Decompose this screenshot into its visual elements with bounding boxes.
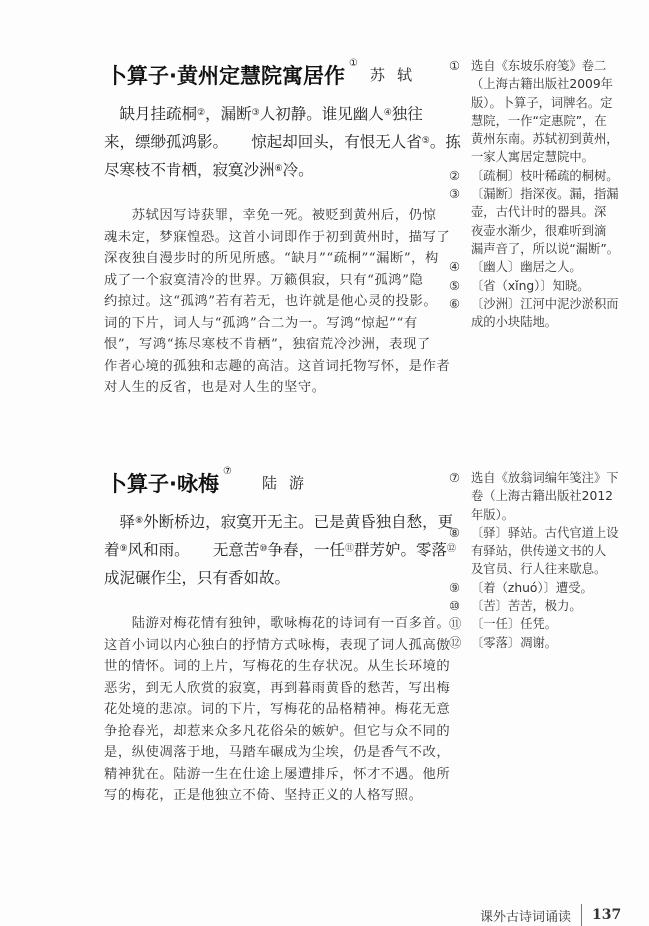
commentary-line: 精神犹在。陆游一生在仕途上屡遭排斥，怀才不遇。他所 bbox=[104, 766, 451, 782]
footnote-1: ① 选自《东坡乐府笺》卷二 （上海古籍出版社2009年 版）。卜算子，词牌名。定 慧院，一作“定惠院”，在 黄州东南。苏轼初到黄州， 一家人寓居定慧院中。 bbox=[449, 59, 619, 165]
page-number: 137 bbox=[592, 907, 622, 923]
footnote-7: ⑦ 选自《放翁词编年笺注》下 卷（上海古籍出版社2012 年版）。 bbox=[449, 471, 619, 522]
poem2-title-footnote: ⑦ bbox=[222, 466, 232, 477]
commentary-line: 恶劣，到无人欣赏的寂寞，再到暮雨黄昏的愁苦，写出梅 bbox=[104, 680, 451, 696]
poem2-title bbox=[106, 468, 232, 498]
poem-line: 驿⑧外断桥边，寂寞开无主。已是黄昏独自愁，更 bbox=[119, 513, 454, 531]
commentary-line: 词的下片，词人与“孤鸿”合二为一。写鸿“惊起”“有 bbox=[104, 315, 418, 331]
poem-line: 成泥碾作尘，只有香如故。 bbox=[104, 569, 291, 587]
footnote-4: ④ 〔幽人〕幽居之人。 bbox=[449, 260, 582, 275]
commentary-line: 苏轼因写诗获罪，幸免一死。被贬到黄州后，仍惊 bbox=[104, 208, 437, 223]
poem2-footnotes bbox=[449, 469, 649, 652]
poem1-footnotes bbox=[449, 57, 649, 331]
commentary-line: 成了一个寂寞清冷的世界。万籁俱寂，只有“孤鸿”隐 bbox=[104, 272, 424, 288]
commentary-line: 作者心境的孤独和志趣的高洁。这首词托物写怀，是作者 bbox=[104, 358, 451, 374]
commentary-line: 约掠过。这“孤鸿”若有若无，也许就是他心灵的投影。 bbox=[104, 294, 438, 309]
poem-line: 着⑨风和雨。 无意苦⑩争春，一任⑪群芳妒。零落⑫ bbox=[104, 541, 456, 559]
poem1-commentary bbox=[104, 205, 451, 399]
footnote-12: ⑫ 〔零落〕凋谢。 bbox=[449, 635, 558, 650]
poem-line: 来，缥缈孤鸿影。 惊起却回头，有恨无人省⑤。拣 bbox=[104, 133, 461, 151]
poem-line: 尽寒枝不肯栖，寂寞沙洲⑥冷。 bbox=[104, 161, 314, 179]
commentary-line: 是，纵使凋落于地，马踏车碾成为尘埃，仍是香气不改， bbox=[104, 745, 451, 760]
poem1-author: 苏轼 bbox=[370, 66, 425, 84]
commentary-line: 争抢春光，却惹来众多凡花俗朵的嫉妒。但它与众不同的 bbox=[104, 723, 451, 739]
commentary-line: 陆游对梅花情有独钟，歌咏梅花的诗词有一百多首。 bbox=[104, 616, 451, 631]
footnote-9: ⑨ 〔着（zhuó）〕遭受。 bbox=[449, 580, 593, 595]
commentary-line: 世的情怀。词的上片，写梅花的生存状况。从生长环境的 bbox=[104, 659, 451, 674]
footnote-3: ③ 〔漏断〕指深夜。漏，指漏 壶，古代计时的器具。深 夜壶水渐少，很难听到滴 漏声音了，所以说“漏断”。 bbox=[449, 187, 620, 256]
commentary-line: 这首小词以内心独白的抒情方式咏梅，表现了词人孤高傲 bbox=[104, 637, 451, 653]
poem2-author: 陆游 bbox=[262, 474, 317, 492]
poem1-title bbox=[106, 60, 358, 90]
footer-divider bbox=[581, 904, 582, 926]
footnote-11: ⑪ 〔一任〕任凭。 bbox=[449, 617, 558, 632]
page-footer bbox=[480, 904, 621, 926]
poem2-body bbox=[104, 508, 456, 592]
commentary-line: 深夜独自漫步时的所见所感。“缺月”“疏桐”“漏断”，构 bbox=[104, 251, 439, 266]
poem2-commentary bbox=[104, 613, 451, 807]
poem1-body bbox=[104, 100, 461, 184]
footnote-6: ⑥ 〔沙洲〕江河中泥沙淤积而 成的小块陆地。 bbox=[449, 296, 619, 330]
footnote-10: ⑩ 〔苦〕苦苦，极力。 bbox=[449, 599, 582, 614]
commentary-line: 写的梅花，正是他独立不倚、坚持正义的人格写照。 bbox=[104, 788, 423, 803]
footnote-2: ② 〔疏桐〕枝叶稀疏的桐树。 bbox=[449, 168, 619, 183]
poem2-title-text: 卜算子·咏梅 bbox=[106, 472, 219, 496]
poem-line: 缺月挂疏桐②，漏断③人初静。谁见幽人④独往 bbox=[119, 105, 423, 123]
footnote-8: ⑧ 〔驿〕驿站。古代官道上设 有驿站，供传递文书的人 及官员、行人往来歇息。 bbox=[449, 525, 619, 577]
poem1-title-text: 卜算子·黄州定慧院寓居作 bbox=[106, 64, 345, 88]
footnote-5: ⑤ 〔省（xǐng）〕知晓。 bbox=[449, 278, 590, 293]
commentary-line: 魂未定，梦寐惶恐。这首小词即作于初到黄州时，描写了 bbox=[104, 229, 451, 245]
commentary-line: 恨”，写鸿“拣尽寒枝不肯栖”，独宿荒冷沙洲，表现了 bbox=[104, 337, 431, 352]
commentary-line: 花处境的悲凉。词的下片，写梅花的品格精神。梅花无意 bbox=[104, 702, 451, 717]
section-name: 课外古诗词诵读 bbox=[480, 909, 572, 925]
commentary-line: 对人生的反省，也是对人生的坚守。 bbox=[104, 380, 326, 395]
poem1-title-footnote: ① bbox=[348, 58, 358, 69]
